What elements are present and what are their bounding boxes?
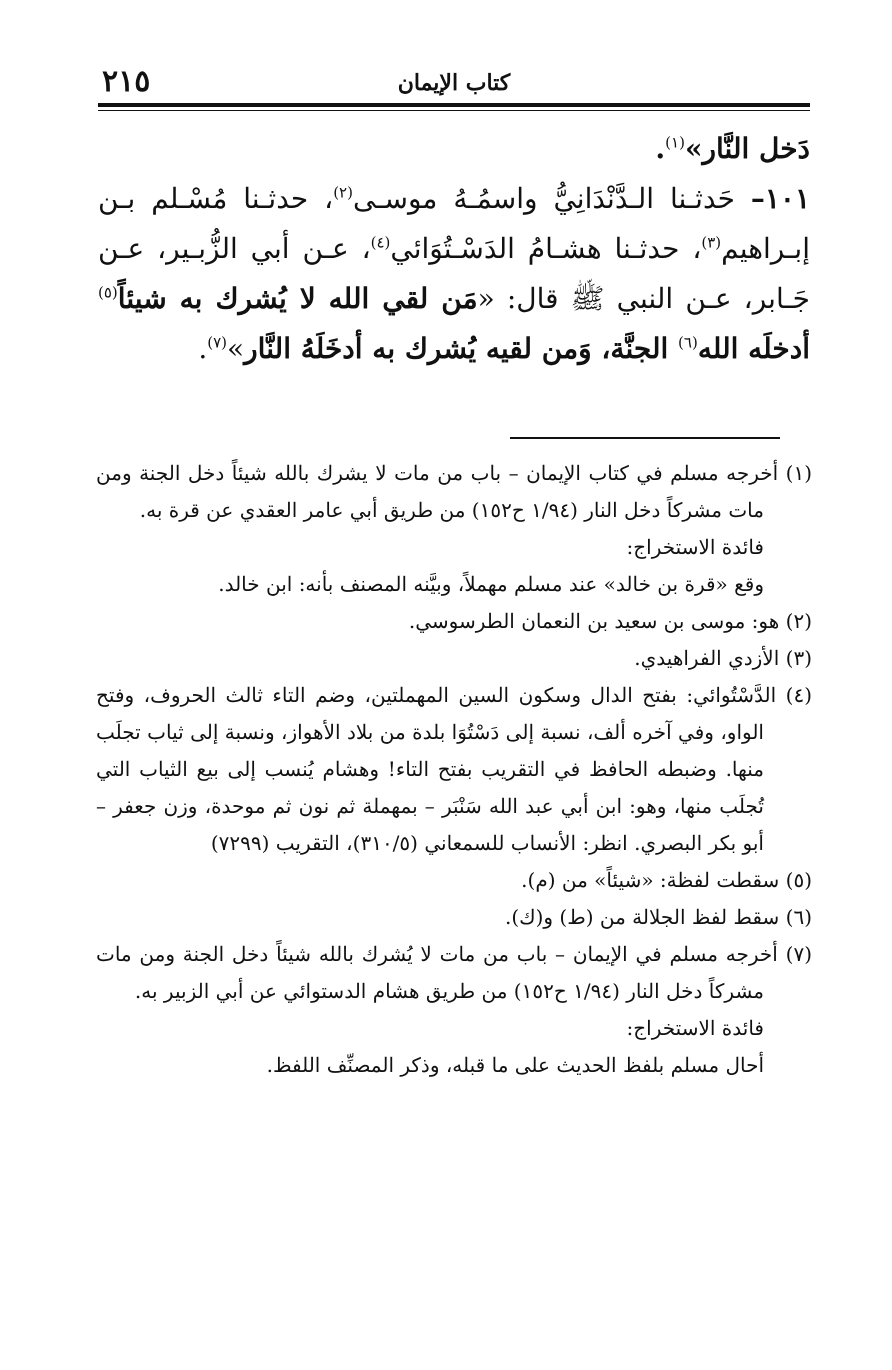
footnote-ref-6: (٦) bbox=[678, 333, 698, 352]
footnote-1-benefit-text: وقع «قرة بن خالد» عند مسلم مهملاً، وبيَّنه المصنف بأنه: ابن خالد. bbox=[218, 572, 764, 596]
footnote-ref-4: (٤) bbox=[370, 233, 391, 252]
main-text bbox=[98, 124, 810, 374]
footnote-ref-3: (٣) bbox=[701, 233, 722, 252]
continuation-line bbox=[98, 124, 810, 174]
isnad-segment-4: ، عـن أبي الزُّبـير، عـن جَـابر، عـن النبي ﷺ قال: « bbox=[98, 232, 810, 315]
footnotes bbox=[96, 455, 812, 1084]
footnote-7-benefit-heading: فائدة الاستخراج: bbox=[626, 1016, 764, 1040]
header-rule-thick bbox=[98, 103, 810, 107]
footnote-separator bbox=[510, 437, 780, 439]
matn-segment-1: مَن لقي الله لا يُشرك به شيئاً bbox=[117, 282, 478, 315]
footnote-7: (٧) أخرجه مسلم في الإيمان – باب من مات لا يُشرك بالله شيئاً دخل الجنة ومن مات مشركاً دخل النار (١/٩٤ ح١٥٢) من طريق هشام الدستوائي عن أبي الزبير به. bbox=[96, 942, 812, 1003]
footnote-7-benefit-text: أحال مسلم بلفظ الحديث على ما قبله، وذكر المصنِّف اللفظ. bbox=[266, 1053, 764, 1077]
matn-segment-3: الجنَّة، وَمن لقيه يُشرك به أدخَلَهُ النَّار bbox=[244, 332, 679, 365]
matn-segment-2: أدخلَه الله bbox=[697, 332, 810, 365]
footnote-3: (٣) الأزدي الفراهيدي. bbox=[634, 646, 812, 670]
footnote-1: (١) أخرجه مسلم في كتاب الإيمان – باب من مات لا يشرك بالله شيئاً دخل الجنة ومن مات مشركاً دخل النار (١/٩٤ ح١٥٢) من طريق أبي عامر العقدي عن قرة به. bbox=[96, 461, 812, 522]
isnad-segment-3: ، حدثـنا هشـامُ الدَسْـتُوَائي bbox=[390, 232, 702, 265]
footnote-ref-5: (٥) bbox=[98, 283, 118, 302]
isnad-segment-2: ، حدثـنا مُسْـلم بـن إبـراهيم bbox=[98, 182, 810, 265]
continuation-text: دَخل النَّار» bbox=[684, 132, 810, 165]
isnad-segment-1: حَدثـنا الـدَّنْدَانِيُّ واسمُـهُ موسـى bbox=[352, 182, 751, 215]
paragraph-end: . bbox=[198, 332, 208, 365]
quote-close: » bbox=[227, 332, 245, 365]
footnote-1-benefit-heading: فائدة الاستخراج: bbox=[626, 535, 764, 559]
hadith-number: ١٠١– bbox=[750, 182, 810, 215]
continuation-end: . bbox=[655, 132, 666, 165]
footnote-5: (٥) سقطت لفظة: «شيئاً» من (م). bbox=[521, 868, 812, 892]
footnote-ref-2: (٢) bbox=[333, 183, 353, 202]
footnote-2: (٢) هو: موسى بن سعيد بن النعمان الطرسوسي. bbox=[408, 609, 812, 633]
footnote-4: (٤) الدَّسْتُوائي: بفتح الدال وسكون السين المهملتين، وضم التاء ثالث الحروف، وفتح الواو، وفي آخره ألف، نسبة إلى دَسْتُوَا بلدة من بلاد الأهواز، ونسبة إلى ثياب تجلَب منها. وضبطه الحافظ في التقريب بفتح التاء! وهشام يُنسب إلى بيع الثياب التي تُجلَب منها، وهو: ابن أبي عبد الله سَنْبَر – بمهملة ثم نون ثم موحدة، وزن جعفر – أبو بكر البصري. انظر: الأنساب للسمعاني (٣١٠/٥)، التقريب (٧٢٩٩) bbox=[96, 683, 812, 855]
footnote-ref-1: (١) bbox=[665, 133, 685, 152]
header-rule-thin bbox=[98, 110, 810, 111]
hadith-paragraph bbox=[98, 174, 810, 374]
page-header bbox=[98, 60, 810, 102]
page-number: ٢١٥ bbox=[102, 64, 151, 99]
footnote-6: (٦) سقط لفظ الجلالة من (ط) و(ك). bbox=[504, 905, 812, 929]
running-title: كتاب الإيمان bbox=[397, 70, 511, 96]
footnote-ref-7: (٧) bbox=[207, 333, 228, 352]
